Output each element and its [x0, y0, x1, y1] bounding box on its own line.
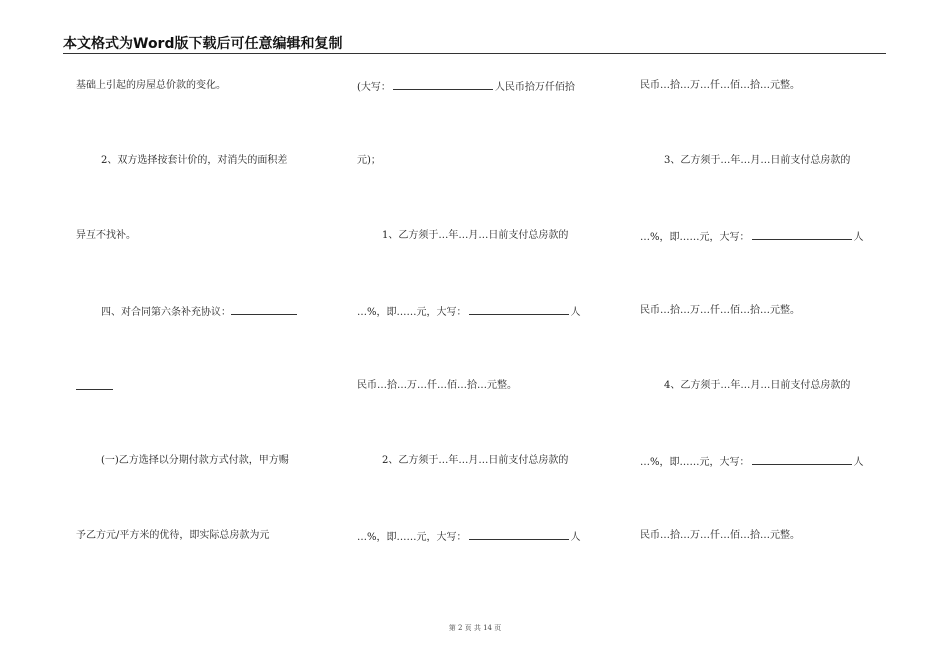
col2-line-7-prefix: …%，即……元，大写： [357, 532, 467, 543]
fill-blank-underline [469, 305, 569, 315]
col3-line-3 [640, 230, 864, 244]
col2-line-4-suffix: 人 [570, 307, 581, 318]
document-header-title: 本文格式为Word版下载后可任意编辑和复制 [63, 36, 343, 52]
col3-line-6 [640, 455, 864, 469]
col2-line-4-prefix: …%，即……元，大写： [357, 307, 467, 318]
page-number-footer: 第 2 页 共 14 页 [448, 624, 502, 632]
col1-line-2: 2、双方选择按套计价的，对消失的面积差 [101, 155, 288, 166]
col1-line-4 [101, 305, 297, 319]
col2-line-6: 2、乙方须于…年…月…日前支付总房款的 [382, 455, 569, 466]
fill-blank-underline [752, 455, 852, 465]
text-column-2 [357, 0, 607, 672]
col2-line-5: 民币…拾…万…仟…佰…拾…元整。 [357, 380, 517, 391]
fill-blank-underline [393, 80, 493, 90]
col3-line-6-suffix: 人 [853, 457, 864, 468]
col1-line-1: 基础上引起的房屋总价款的变化。 [76, 80, 226, 91]
col2-line-1-prefix: (大写： [357, 82, 391, 93]
col3-line-1: 民币…拾…万…仟…佰…拾…元整。 [640, 80, 800, 91]
col3-line-6-prefix: …%，即……元，大写： [640, 457, 750, 468]
fill-blank-underline [752, 230, 852, 240]
col3-line-5: 4、乙方须于…年…月…日前支付总房款的 [664, 380, 851, 391]
fill-blank-underline [231, 305, 297, 315]
col2-line-7 [357, 530, 581, 544]
col3-line-7: 民币…拾…万…仟…佰…拾…元整。 [640, 530, 800, 541]
col1-line-3: 异互不找补。 [76, 230, 136, 241]
col1-line-7: 予乙方元/平方米的优待，即实际总房款为元 [76, 530, 270, 541]
col3-line-3-suffix: 人 [853, 232, 864, 243]
fill-blank-underline-continued [76, 389, 113, 390]
col1-line-4-text: 四、对合同第六条补充协议： [101, 307, 231, 318]
col2-line-1 [357, 80, 575, 94]
col3-line-4: 民币…拾…万…仟…佰…拾…元整。 [640, 305, 800, 316]
col2-line-3: 1、乙方须于…年…月…日前支付总房款的 [382, 230, 569, 241]
col2-line-1-suffix: 人民币拾万仟佰拾 [494, 82, 575, 93]
col2-line-7-suffix: 人 [570, 532, 581, 543]
col1-line-6: (一)乙方选择以分期付款方式付款，甲方赐 [101, 455, 289, 466]
col2-line-2: 元)； [357, 155, 381, 166]
col3-line-2: 3、乙方须于…年…月…日前支付总房款的 [664, 155, 851, 166]
fill-blank-underline [469, 530, 569, 540]
col3-line-3-prefix: …%，即……元，大写： [640, 232, 750, 243]
text-column-3 [640, 0, 890, 672]
col2-line-4 [357, 305, 581, 319]
text-column-1 [76, 0, 326, 672]
